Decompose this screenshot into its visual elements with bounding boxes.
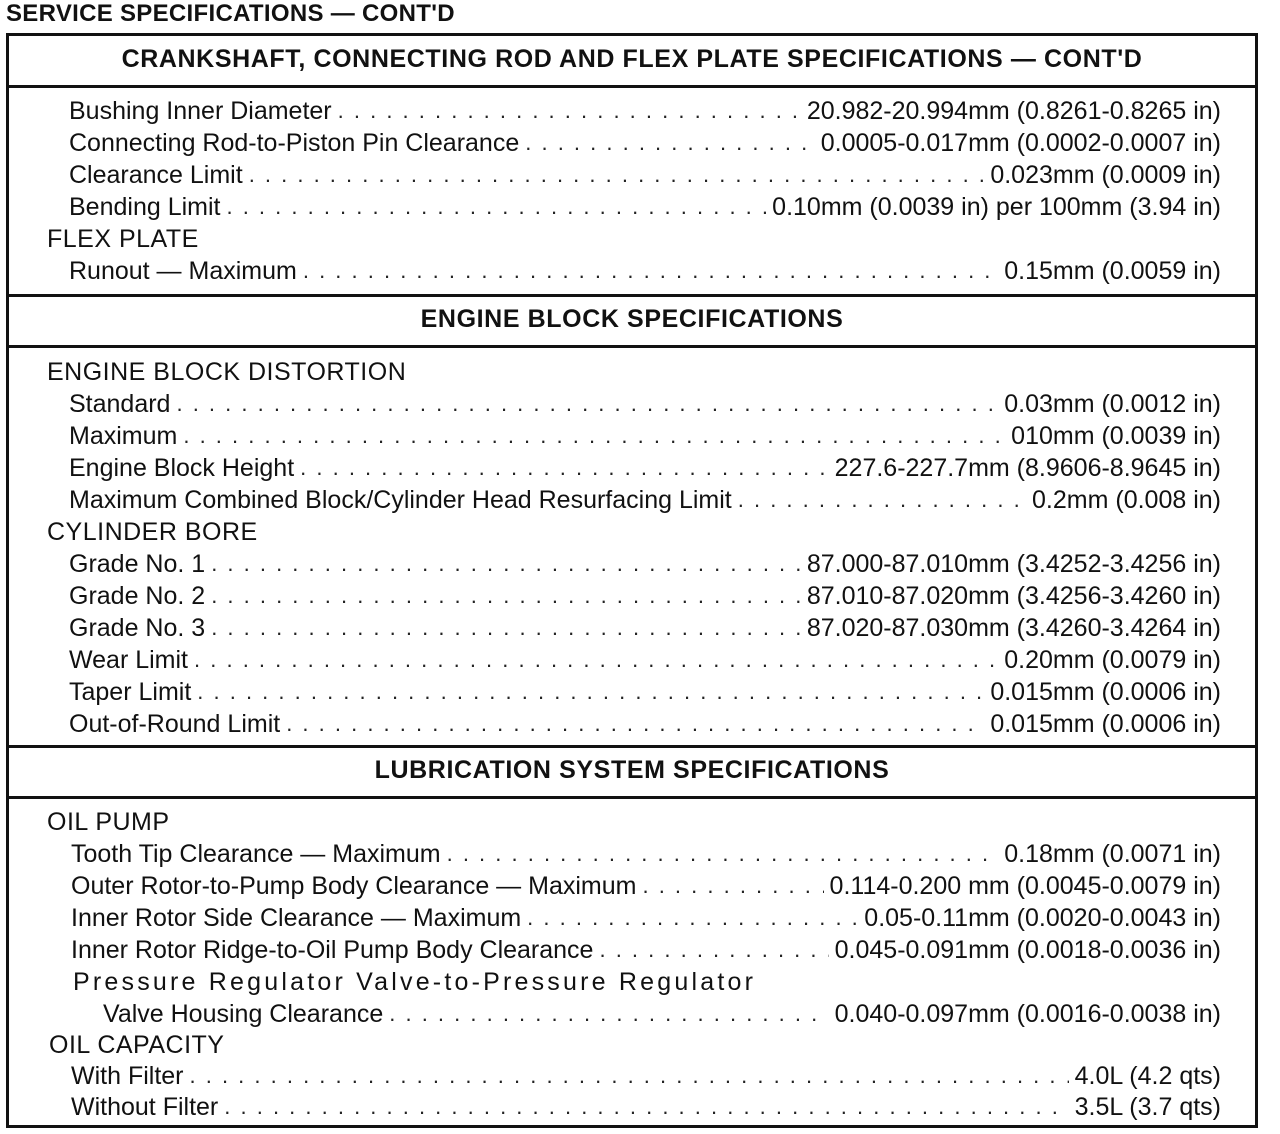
spec-row [69, 159, 1221, 191]
spec-value: 20.982-20.994mm (0.8261-0.8265 in) [806, 96, 1221, 125]
spec-row [71, 838, 1221, 870]
spec-row [69, 676, 1221, 708]
spec-label: Inner Rotor Side Clearance — Maximum [71, 903, 522, 932]
leader-dots [599, 936, 828, 964]
spec-label: Runout — Maximum [69, 256, 297, 285]
spec-label: Grade No. 2 [69, 581, 206, 610]
spec-row [69, 644, 1221, 676]
spec-value: 87.000-87.010mm (3.4252-3.4256 in) [806, 549, 1221, 578]
spec-row [103, 998, 1221, 1030]
spec-row [71, 1060, 1221, 1092]
leader-dots [224, 1093, 1068, 1121]
spec-label: Wear Limit [69, 645, 189, 674]
spec-row [71, 934, 1221, 966]
spec-value: 0.15mm (0.0059 in) [1004, 256, 1221, 285]
section-title-engine-block: ENGINE BLOCK SPECIFICATIONS [420, 305, 844, 333]
spec-row [69, 255, 1221, 287]
spec-row [69, 484, 1221, 516]
spec-label: Grade No. 3 [69, 613, 206, 642]
spec-value: 4.0L (4.2 qts) [1074, 1061, 1221, 1090]
subheading-cylinder-bore: CYLINDER BORE [47, 518, 258, 546]
divider [9, 745, 1255, 748]
spec-row [69, 420, 1221, 452]
spec-label: Engine Block Height [69, 453, 295, 482]
spec-table [6, 33, 1258, 1128]
spec-label: Grade No. 1 [69, 549, 206, 578]
spec-row [69, 452, 1221, 484]
spec-row [69, 191, 1221, 223]
section-title-crankshaft: CRANKSHAFT, CONNECTING ROD AND FLEX PLATE SPECIFICATIONS — CONT'D [121, 45, 1143, 73]
leader-dots [183, 422, 1005, 450]
spec-value: 0.20mm (0.0079 in) [1004, 645, 1221, 674]
spec-label: Maximum [69, 421, 178, 450]
leader-dots [303, 257, 998, 285]
spec-row [71, 1091, 1221, 1123]
spec-value: 0.10mm (0.0039 in) per 100mm (3.94 in) [772, 192, 1221, 221]
spec-label: Connecting Rod-to-Piston Pin Clearance [69, 128, 520, 157]
spec-value: 0.015mm (0.0006 in) [990, 709, 1221, 738]
spec-value: 0.040-0.097mm (0.0016-0.0038 in) [834, 999, 1221, 1028]
spec-row [69, 580, 1221, 612]
spec-value: 0.2mm (0.008 in) [1032, 485, 1221, 514]
spec-row [71, 870, 1221, 902]
subheading-oil-capacity: OIL CAPACITY [49, 1031, 225, 1059]
spec-value: 0.114-0.200 mm (0.0045-0.0079 in) [829, 871, 1221, 900]
leader-dots [176, 390, 998, 418]
spec-row [71, 902, 1221, 934]
leader-dots [525, 129, 814, 157]
spec-label: Inner Rotor Ridge-to-Oil Pump Body Clearance [71, 935, 594, 964]
divider [9, 796, 1255, 799]
spec-row [69, 548, 1221, 580]
subheading-flex-plate: FLEX PLATE [47, 225, 199, 253]
spec-label: Bending Limit [69, 192, 221, 221]
spec-value: 227.6-227.7mm (8.9606-8.9645 in) [834, 453, 1221, 482]
spec-label: Maximum Combined Block/Cylinder Head Resurfacing Limit [69, 485, 732, 514]
regulator-label-line: Pressure Regulator Valve-to-Pressure Regulator [73, 968, 757, 996]
spec-label: Tooth Tip Clearance — Maximum [71, 839, 441, 868]
spec-value: 0.015mm (0.0006 in) [990, 677, 1221, 706]
spec-row [69, 388, 1221, 420]
spec-value: 0.03mm (0.0012 in) [1004, 389, 1221, 418]
divider [9, 85, 1255, 88]
spec-value: 0.18mm (0.0071 in) [1004, 839, 1221, 868]
spec-label: Valve Housing Clearance [103, 999, 384, 1028]
leader-dots [190, 1062, 1069, 1090]
leader-dots [211, 582, 801, 610]
spec-value: 87.010-87.020mm (3.4256-3.4260 in) [806, 581, 1221, 610]
leader-dots [389, 1000, 828, 1028]
leader-dots [642, 872, 823, 900]
spec-label: Taper Limit [69, 677, 192, 706]
leader-dots [527, 904, 858, 932]
spec-row [69, 612, 1221, 644]
spec-value: 3.5L (3.7 qts) [1074, 1092, 1221, 1121]
leader-dots [194, 646, 998, 674]
spec-label: Out-of-Round Limit [69, 709, 281, 738]
spec-value: 0.0005-0.017mm (0.0002-0.0007 in) [820, 128, 1221, 157]
subheading-oil-pump: OIL PUMP [47, 808, 170, 836]
spec-label: With Filter [71, 1061, 184, 1090]
spec-value: 0.045-0.091mm (0.0018-0.0036 in) [834, 935, 1221, 964]
spec-row [69, 708, 1221, 740]
spec-value: 0.05-0.11mm (0.0020-0.0043 in) [864, 903, 1221, 932]
spec-value: 010mm (0.0039 in) [1011, 421, 1221, 450]
leader-dots [226, 193, 766, 221]
divider [9, 345, 1255, 348]
spec-value: 0.023mm (0.0009 in) [990, 160, 1221, 189]
spec-row [69, 127, 1221, 159]
spec-label: Outer Rotor-to-Pump Body Clearance — Maximum [71, 871, 637, 900]
spec-label: Without Filter [71, 1092, 219, 1121]
leader-dots [249, 161, 985, 189]
leader-dots [211, 614, 801, 642]
leader-dots [447, 840, 999, 868]
page-title: SERVICE SPECIFICATIONS — CONT'D [6, 0, 455, 27]
leader-dots [197, 678, 984, 706]
spec-label: Bushing Inner Diameter [69, 96, 332, 125]
spec-row [69, 95, 1221, 127]
section-title-lubrication: LUBRICATION SYSTEM SPECIFICATIONS [374, 756, 890, 784]
spec-value: 87.020-87.030mm (3.4260-3.4264 in) [806, 613, 1221, 642]
subheading-engine-block-distortion: ENGINE BLOCK DISTORTION [47, 358, 407, 386]
leader-dots [286, 710, 984, 738]
spec-label: Standard [69, 389, 171, 418]
leader-dots [338, 97, 801, 125]
divider [9, 294, 1255, 297]
leader-dots [300, 454, 829, 482]
leader-dots [738, 486, 1026, 514]
spec-label: Clearance Limit [69, 160, 243, 189]
leader-dots [211, 550, 801, 578]
